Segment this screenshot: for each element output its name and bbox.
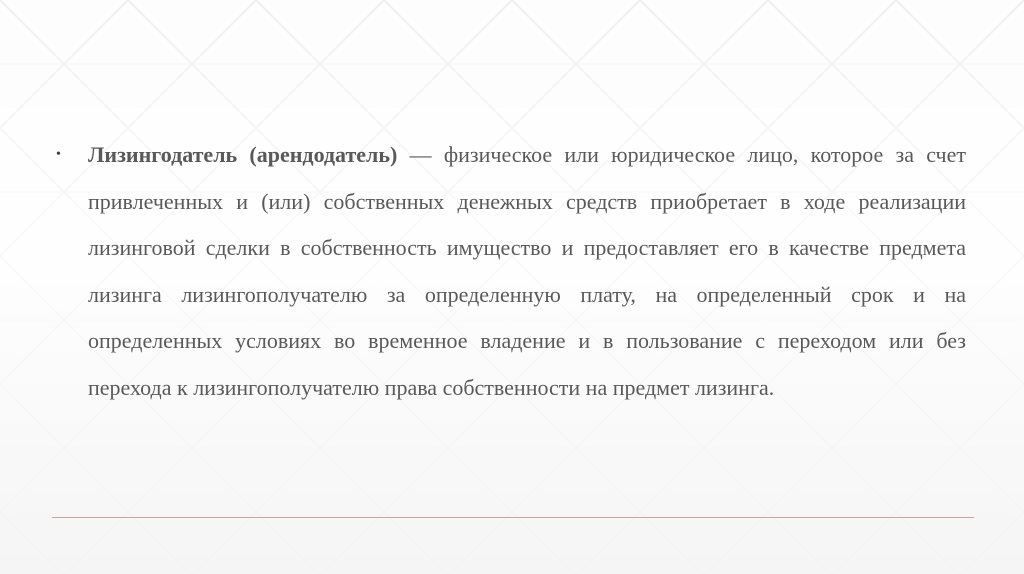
term-lessor: Лизингодатель (арендодатель) — [88, 142, 398, 167]
footer-divider — [52, 517, 974, 518]
definition-text: — физическое или юридическое лицо, которое за счет привлеченных и (или) собственных денежных средств приобретает в ходе реализации лизинговой сделки в собственность имущество и предоставляет его в качестве предмета лизинга лизингополучателю за определенную плату, на определенный срок и на определенных условиях во временное владение и в пользование с переходом или без перехода к лизингополучателю права собственности на предмет лизинга. — [88, 142, 967, 400]
definition-bullet — [52, 132, 966, 411]
slide-content — [52, 132, 966, 411]
bullet-icon: • — [56, 147, 61, 162]
